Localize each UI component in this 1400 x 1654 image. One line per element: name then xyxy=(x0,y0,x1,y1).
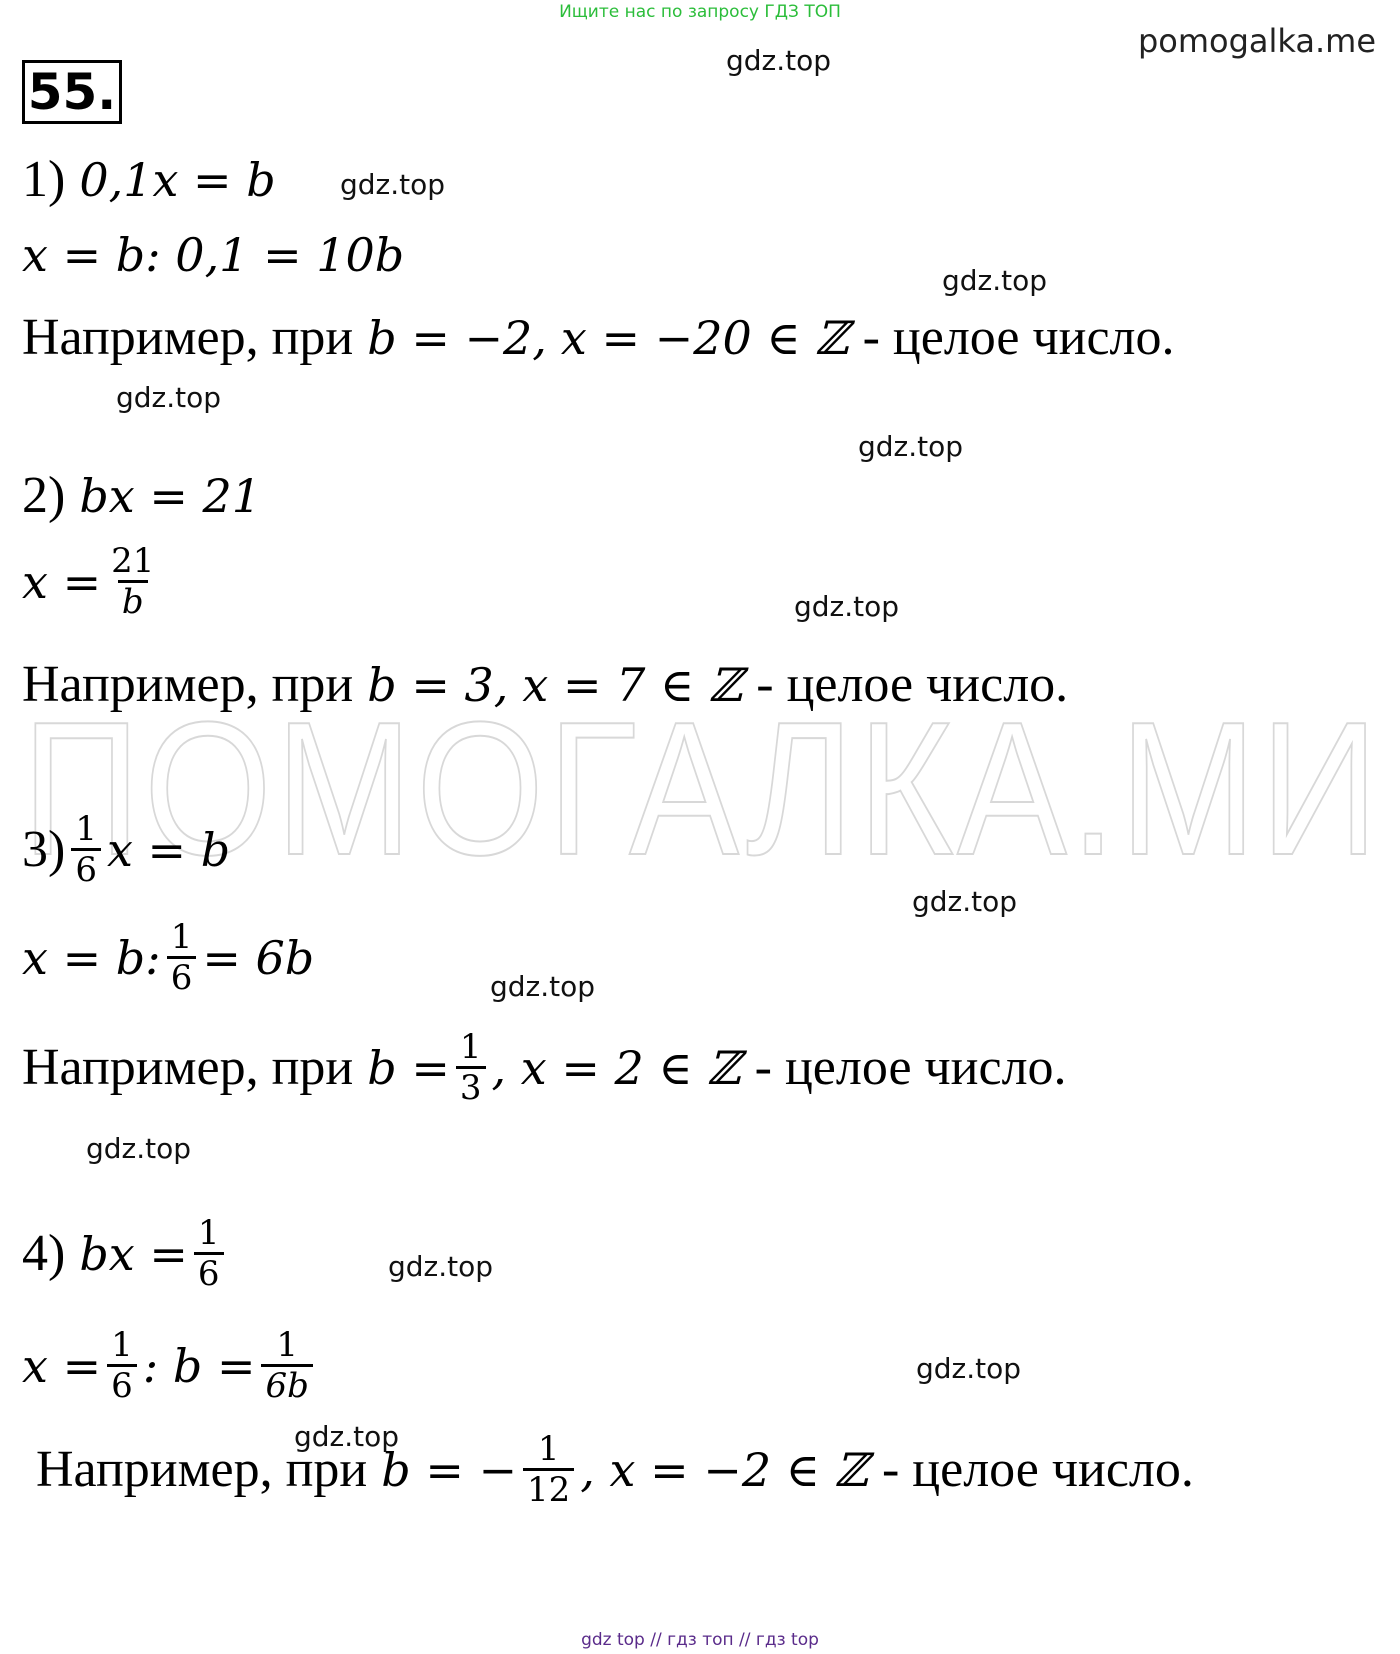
fraction xyxy=(261,1326,312,1405)
part4-label: 4) xyxy=(22,1225,66,1282)
part4-sol-mid: : b = xyxy=(142,1338,256,1393)
numerator: 1 xyxy=(459,1027,482,1067)
part2-solution xyxy=(22,542,164,621)
search-banner: Ищите нас по запросу ГДЗ ТОП xyxy=(559,2,841,22)
part1-eq: 0,1x = b xyxy=(79,152,276,207)
numerator: 1 xyxy=(276,1325,298,1365)
integer-text: - целое число. xyxy=(862,309,1175,366)
part3-example-b: b = xyxy=(367,1040,450,1095)
denominator: 6 xyxy=(107,1364,137,1405)
part4-example-b: b = − xyxy=(381,1442,518,1497)
watermark: gdz.top xyxy=(340,168,446,201)
watermark: gdz.top xyxy=(116,381,222,414)
part1-equation xyxy=(22,150,276,209)
footer-links[interactable]: gdz top // гдз топ // гдз top xyxy=(581,1630,819,1650)
part2-example xyxy=(22,655,1068,714)
denominator: 12 xyxy=(523,1468,574,1509)
fraction xyxy=(107,1326,137,1405)
part2-example-b: b = 3, xyxy=(367,657,509,712)
part1-solution-text: x = b: 0,1 = 10b xyxy=(22,228,405,282)
integer-text: - целое число. xyxy=(881,1441,1194,1498)
denominator: 6 xyxy=(194,1252,224,1293)
part3-label: 3) xyxy=(22,821,66,878)
watermark: gdz.top xyxy=(794,590,900,623)
part3-sol-rest: = 6b xyxy=(202,930,315,985)
part3-example xyxy=(22,1028,1067,1107)
fraction xyxy=(71,810,101,889)
task-number: 55. xyxy=(22,60,122,124)
example-word: Например, при xyxy=(22,309,354,366)
numerator: 21 xyxy=(111,541,155,581)
watermark: gdz.top xyxy=(916,1352,1022,1385)
part2-equation xyxy=(22,466,261,525)
fraction xyxy=(194,1214,224,1293)
part4-sol-lhs: x = xyxy=(22,1338,102,1393)
part1-label: 1) xyxy=(22,151,66,208)
watermark: gdz.top xyxy=(490,970,596,1003)
integer-text: - целое число. xyxy=(754,1039,1067,1096)
watermark: gdz.top xyxy=(858,430,964,463)
numerator: 1 xyxy=(170,917,193,957)
watermark: gdz.top xyxy=(86,1132,192,1165)
part4-example-x: , x = −2 ∈ ℤ xyxy=(580,1442,868,1497)
denominator: 6b xyxy=(261,1364,312,1405)
part3-example-x: , x = 2 ∈ ℤ xyxy=(491,1040,741,1095)
watermark: gdz.top xyxy=(388,1250,494,1283)
numerator: 1 xyxy=(111,1325,133,1365)
part3-eq-rest: x = b xyxy=(106,822,231,877)
numerator: 1 xyxy=(197,1213,220,1253)
part2-label: 2) xyxy=(22,467,66,524)
watermark: gdz.top xyxy=(912,885,1018,918)
watermark: gdz.top xyxy=(942,264,1048,297)
part1-example-b: b = −2, xyxy=(367,310,547,365)
example-word: Например, при xyxy=(22,656,354,713)
part4-solution xyxy=(22,1326,319,1405)
fraction xyxy=(167,918,197,997)
part2-sol-lhs: x = xyxy=(22,554,102,609)
denominator: 3 xyxy=(456,1066,486,1107)
part1-example-x: x = −20 ∈ ℤ xyxy=(560,310,849,365)
part1-solution xyxy=(22,228,404,282)
part4-example xyxy=(36,1430,1194,1509)
integer-text: - целое число. xyxy=(756,656,1069,713)
part4-equation xyxy=(22,1214,230,1293)
site-name[interactable]: pomogalka.me xyxy=(1137,22,1376,60)
numerator: 1 xyxy=(75,809,97,849)
fraction xyxy=(107,542,158,621)
part2-example-x: x = 7 ∈ ℤ xyxy=(522,657,743,712)
part1-example xyxy=(22,308,1175,367)
svg-text:ПОМОГАЛКА.МИ: ПОМОГАЛКА.МИ xyxy=(22,712,1382,862)
part3-equation xyxy=(22,810,230,889)
denominator: 6 xyxy=(167,956,197,997)
part3-sol-lhs: x = b: xyxy=(22,930,161,985)
watermark: gdz.top xyxy=(294,1420,400,1453)
fraction xyxy=(523,1430,574,1509)
part4-eq-lhs: bx = xyxy=(79,1226,188,1281)
part2-eq: bx = 21 xyxy=(79,468,262,523)
part3-solution xyxy=(22,918,314,997)
denominator: b xyxy=(118,580,148,621)
example-word: Например, при xyxy=(22,1039,354,1096)
fraction xyxy=(456,1028,486,1107)
example-word: Например, при xyxy=(36,1441,368,1498)
denominator: 6 xyxy=(71,848,101,889)
numerator: 1 xyxy=(537,1429,560,1469)
watermark: gdz.top xyxy=(726,44,832,77)
